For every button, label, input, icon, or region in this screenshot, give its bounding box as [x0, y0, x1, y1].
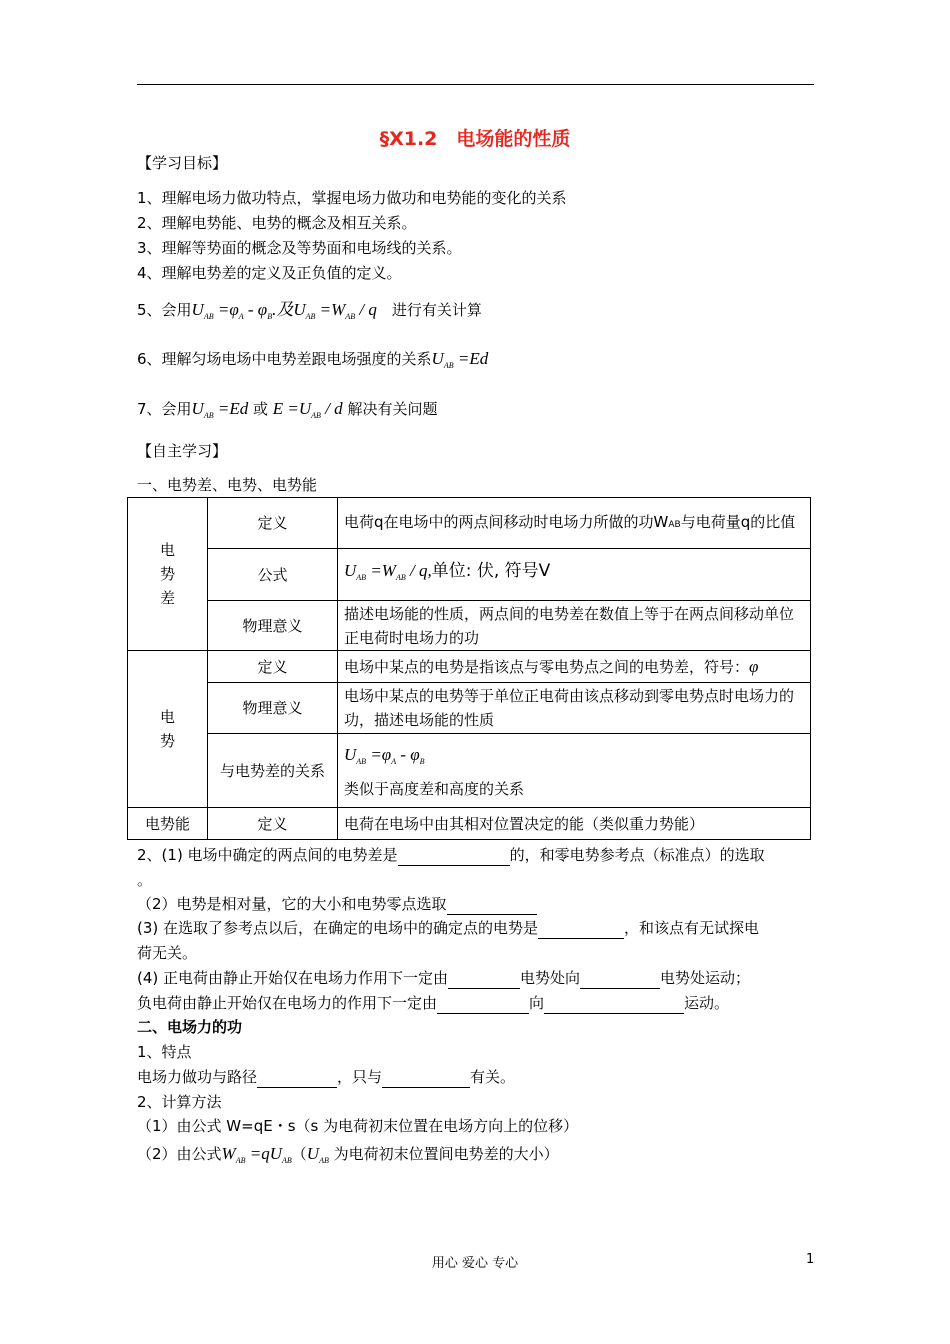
- page-title: §X1.2 电场能的性质: [379, 128, 571, 150]
- row-formula: $U_{AB} =\varphi_A - \varphi_B$ 类似于高度差和高度的关系: [338, 734, 811, 808]
- group-potential: 电势: [128, 651, 208, 808]
- row-label: 公式: [208, 549, 338, 601]
- header-rule: [137, 84, 814, 85]
- goal-5: 5、会用$U_{AB} =\varphi_A - \varphi_B$.及$U_{AB} =W_{AB} / q$ 进行有关计算: [137, 300, 482, 321]
- goal-6: 6、理解匀场电场中电势差跟电场强度的关系$U_{AB} =Ed$: [137, 349, 489, 370]
- row-formula: $U_{AB} =W_{AB} / q$,单位: 伏, 符号V: [338, 549, 811, 601]
- self-study-heading: 【自主学习】: [137, 442, 228, 460]
- row-content: 电场中某点的电势是指该点与零电势点之间的电势差，符号：φ: [338, 651, 811, 683]
- feature-heading: 1、特点: [137, 1043, 192, 1061]
- goal-2: 2、理解电势能、电势的概念及相互关系。: [137, 214, 417, 232]
- row-label: 物理意义: [208, 683, 338, 734]
- row-content: 电荷在电场中由其相对位置决定的能（类似重力势能）: [338, 808, 811, 840]
- goals-heading: 【学习目标】: [137, 154, 228, 172]
- goal-1: 1、理解电场力做功特点，掌握电场力做功和电势能的变化的关系: [137, 189, 567, 207]
- row-content: 电荷q在电场中的两点间移动时电场力所做的功WAB与电荷量q的比值: [338, 498, 811, 549]
- row-label: 定义: [208, 498, 338, 549]
- row-label: 与电势差的关系: [208, 734, 338, 808]
- part1-heading: 一、电势差、电势、电势能: [137, 476, 318, 494]
- page-number: 1: [806, 1252, 815, 1267]
- method-1: （1）由公式 W=qE・s（s 为电荷初末位置在电场方向上的位移）: [137, 1117, 579, 1135]
- row-label: 物理意义: [208, 601, 338, 651]
- q2-3: (3) 在选取了参考点以后，在确定的电场中的确定点的电势是 ，和该点有无试探电: [137, 919, 760, 937]
- row-content: 描述电场能的性质，两点间的电势差在数值上等于在两点间移动单位正电荷时电场力的功: [338, 601, 811, 651]
- goal-7: 7、会用$U_{AB} =Ed$ 或 $E =U_{AB} / d$ 解决有关问题: [137, 399, 438, 420]
- q2-2: （2）电势是相对量，它的大小和电势零点选取: [137, 893, 537, 915]
- group-potential-energy: 电势能: [128, 808, 208, 840]
- q2-4: (4) 正电荷由静止开始仅在电场力作用下一定由 电势处向 电势处运动；: [137, 969, 751, 987]
- group-potential-difference: 电势差: [128, 498, 208, 651]
- work-path: 电场力做功与路径 ，只与 有关。: [137, 1068, 516, 1086]
- row-label: 定义: [208, 808, 338, 840]
- concept-table: [127, 497, 811, 840]
- part2-heading: 二、电场力的功: [137, 1018, 243, 1036]
- goal-4: 4、理解电势差的定义及正负值的定义。: [137, 264, 402, 282]
- q2-1-cont: 。: [137, 871, 153, 889]
- q2-5: 负电荷由静止开始仅在电场力的作用下一定由 向 运动。: [137, 994, 730, 1012]
- method-2: （2）由公式$W_{AB} =qU_{AB}(U_{AB}$ 为电荷初末位置间电势差的大小）: [137, 1144, 559, 1165]
- footer-text: 用心 爱心 专心: [431, 1256, 519, 1271]
- calc-heading: 2、计算方法: [137, 1093, 222, 1111]
- q2-1: 2、(1) 电场中确定的两点间的电势差是 的，和零电势参考点（标准点）的选取: [137, 846, 765, 864]
- goal-3: 3、理解等势面的概念及等势面和电场线的关系。: [137, 239, 462, 257]
- q2-3-cont: 荷无关。: [137, 944, 198, 962]
- row-label: 定义: [208, 651, 338, 683]
- row-content: 电场中某点的电势等于单位正电荷由该点移动到零电势点时电场力的功，描述电场能的性质: [338, 683, 811, 734]
